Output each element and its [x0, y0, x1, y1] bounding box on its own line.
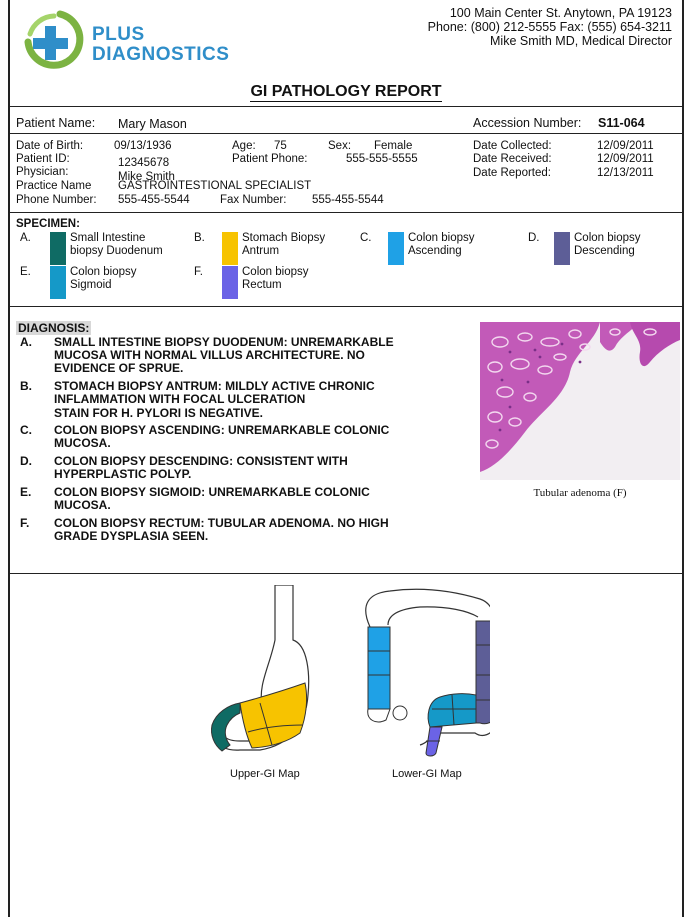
divider	[10, 306, 682, 307]
diagnosis-text: MUCOSA WITH NORMAL VILLUS ARCHITECTURE. NO	[54, 348, 365, 362]
accession-number: S11-064	[598, 116, 645, 130]
specimen-color-swatch	[222, 232, 238, 265]
age-label: Age:	[232, 140, 256, 152]
specimen-color-swatch	[50, 232, 66, 265]
diagnosis-text: COLON BIOPSY DESCENDING: CONSISTENT WITH	[54, 454, 348, 468]
practice-phone-label: Phone Number:	[16, 194, 97, 206]
physician-value: Mike Smith	[118, 171, 175, 183]
diagnosis-text: INFLAMMATION WITH FOCAL ULCERATION	[54, 392, 306, 406]
micrograph-caption: Tubular adenoma (F)	[533, 487, 627, 499]
age-value: 75	[274, 140, 287, 152]
diagnosis-letter: E.	[20, 485, 32, 499]
specimen-label: Small Intestine biopsy Duodenum	[70, 232, 163, 257]
diagnosis-letter: A.	[20, 335, 32, 349]
specimen-label: Colon biopsy Rectum	[242, 266, 309, 291]
specimen-color-swatch	[222, 266, 238, 299]
diagnosis-text: COLON BIOPSY SIGMOID: UNREMARKABLE COLONIC	[54, 485, 370, 499]
upper-gi-map	[211, 585, 308, 751]
specimen-heading: SPECIMEN:	[16, 218, 80, 230]
physician-label: Physician:	[16, 166, 69, 178]
divider	[10, 106, 682, 107]
diagnosis-text: STOMACH BIOPSY ANTRUM: MILDLY ACTIVE CHRONIC	[54, 379, 375, 393]
fax-label: Fax Number:	[220, 194, 287, 206]
brand-name-line2: DIAGNOSTICS	[92, 44, 230, 65]
date-reported-value: 12/13/2011	[597, 167, 654, 179]
specimen-letter: B.	[194, 232, 205, 244]
date-reported-label: Date Reported:	[473, 167, 551, 179]
specimen-color-swatch	[50, 266, 66, 299]
plus-logo-icon	[20, 8, 86, 72]
specimen-letter: A.	[20, 232, 31, 244]
accession-label: Accession Number:	[473, 116, 582, 130]
dob-label: Date of Birth:	[16, 140, 84, 152]
sex-label: Sex:	[328, 140, 352, 152]
diagnosis-text: SMALL INTESTINE BIOPSY DUODENUM: UNREMARKABLE	[54, 335, 394, 349]
specimen-letter: D.	[528, 232, 540, 244]
lab-address: 100 Main Center St. Anytown, PA 19123	[449, 6, 672, 20]
practice-name-label: Practice Name	[16, 180, 92, 192]
date-collected-label: Date Collected:	[473, 140, 552, 152]
dob-value: 09/13/1936	[114, 140, 172, 152]
date-received-value: 12/09/2011	[597, 153, 654, 165]
lower-gi-map	[366, 589, 490, 756]
specimen-label: Stomach Biopsy Antrum	[242, 232, 326, 257]
practice-phone-value: 555-455-5544	[118, 194, 190, 206]
diagnosis-text: HYPERPLASTIC POLYP.	[54, 467, 192, 481]
diagnosis-letter: C.	[20, 423, 32, 437]
report-title: GI PATHOLOGY REPORT	[250, 83, 442, 100]
specimen-label: Colon biopsy Sigmoid	[70, 266, 137, 291]
report-page	[8, 0, 684, 917]
lower-gi-map-label: Lower-GI Map	[392, 768, 462, 780]
date-collected-value: 12/09/2011	[597, 140, 654, 152]
specimen-color-swatch	[554, 232, 570, 265]
patient-name: Mary Mason	[118, 117, 187, 131]
sex-value: Female	[374, 140, 413, 152]
diagnosis-text: COLON BIOPSY RECTUM: TUBULAR ADENOMA. NO HIGH	[54, 516, 389, 530]
patient-phone-value: 555-555-5555	[346, 153, 418, 165]
lab-phone-fax: Phone: (800) 212-5555 Fax: (555) 654-3211	[427, 20, 672, 34]
lab-director: Mike Smith MD, Medical Director	[490, 34, 672, 48]
specimen-letter: E.	[20, 266, 31, 278]
diagnosis-letter: B.	[20, 379, 32, 393]
diagnosis-text: MUCOSA.	[54, 436, 111, 450]
diagnosis-text: MUCOSA.	[54, 498, 111, 512]
gi-maps-diagram	[190, 585, 490, 785]
diagnosis-heading: DIAGNOSIS:	[18, 321, 90, 335]
practice-name-value: GASTROINTESTIONAL SPECIALIST	[118, 180, 312, 192]
diagnosis-text: GRADE DYSPLASIA SEEN.	[54, 529, 209, 543]
date-received-label: Date Received:	[473, 153, 552, 165]
diagnosis-letter: F.	[20, 516, 30, 530]
divider	[10, 212, 682, 213]
patient-id-label: Patient ID:	[16, 153, 70, 165]
diagnosis-text: EVIDENCE OF SPRUE.	[54, 361, 184, 375]
patient-id-value: 12345678	[118, 157, 170, 169]
specimen-color-swatch	[388, 232, 404, 265]
fax-value: 555-455-5544	[312, 194, 384, 206]
specimen-label: Colon biopsy Descending	[574, 232, 641, 257]
patient-name-label: Patient Name:	[16, 116, 96, 130]
diagnosis-text: STAIN FOR H. PYLORI IS NEGATIVE.	[54, 406, 263, 420]
divider	[10, 573, 682, 574]
diagnosis-text: COLON BIOPSY ASCENDING: UNREMARKABLE COLONIC	[54, 423, 390, 437]
divider	[10, 133, 682, 134]
specimen-letter: F.	[194, 266, 203, 278]
specimen-label: Colon biopsy Ascending	[408, 232, 475, 257]
upper-gi-map-label: Upper-GI Map	[230, 768, 300, 780]
specimen-letter: C.	[360, 232, 372, 244]
histology-micrograph	[480, 322, 680, 480]
diagnosis-letter: D.	[20, 454, 32, 468]
patient-phone-label: Patient Phone:	[232, 153, 308, 165]
brand-name-line1: PLUS	[92, 24, 145, 45]
